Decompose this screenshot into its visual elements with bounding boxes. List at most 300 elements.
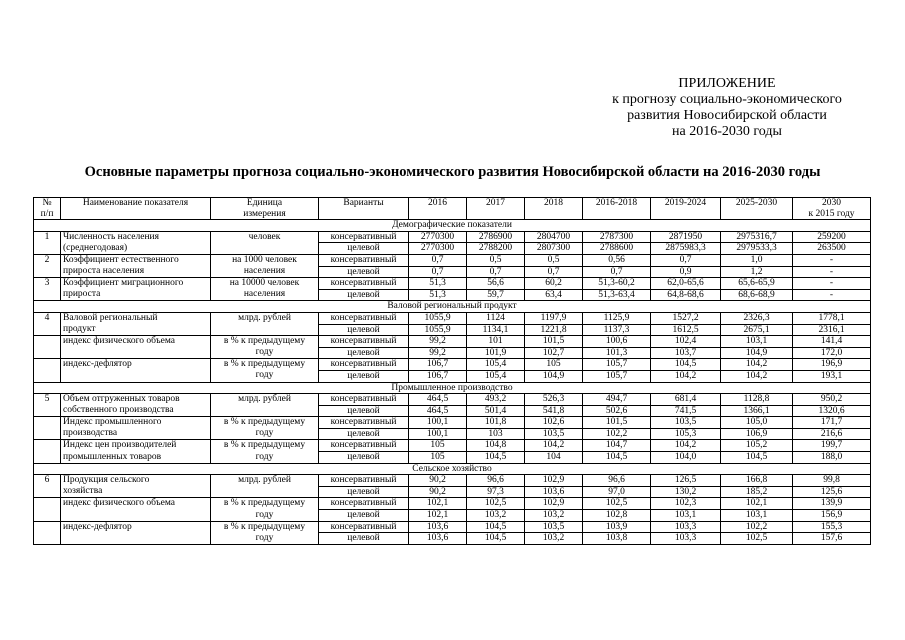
indicator-unit: населения <box>211 289 319 301</box>
value-cell: 103,7 <box>651 347 721 359</box>
value-cell: 104,5 <box>721 452 793 464</box>
variant-cell: целевой <box>319 324 409 336</box>
table-row <box>34 312 871 324</box>
value-cell: 103,6 <box>409 533 467 545</box>
value-cell: 104,0 <box>651 452 721 464</box>
indicator-unit <box>211 243 319 255</box>
value-cell: 0,7 <box>525 266 583 278</box>
appendix-line-1: ПРИЛОЖЕНИЕ <box>678 76 776 91</box>
variant-cell: консервативный <box>319 475 409 487</box>
value-cell: 188,0 <box>793 452 871 464</box>
value-cell: 102,2 <box>583 428 651 440</box>
value-cell: 104,2 <box>651 440 721 452</box>
value-cell: 51,3 <box>409 289 467 301</box>
value-cell: 102,3 <box>651 498 721 510</box>
value-cell: 102,1 <box>409 498 467 510</box>
value-cell: 1134,1 <box>467 324 525 336</box>
row-number: 5 <box>34 394 61 406</box>
variant-cell: консервативный <box>319 336 409 348</box>
value-cell: 101,5 <box>525 336 583 348</box>
appendix-line-4: на 2016-2030 годы <box>672 124 782 139</box>
value-cell: 104,2 <box>525 440 583 452</box>
value-cell: 2675,1 <box>721 324 793 336</box>
section-row <box>34 463 871 475</box>
value-cell: 104,7 <box>583 440 651 452</box>
value-cell: 493,2 <box>467 394 525 406</box>
row-number <box>34 289 61 301</box>
value-cell: 56,6 <box>467 278 525 290</box>
row-number <box>34 417 61 429</box>
value-cell: 139,9 <box>793 498 871 510</box>
row-number <box>34 510 61 522</box>
value-cell: 171,7 <box>793 417 871 429</box>
row-number <box>34 336 61 348</box>
value-cell: 102,1 <box>721 498 793 510</box>
value-cell: 0,9 <box>651 266 721 278</box>
value-cell: 104,5 <box>467 521 525 533</box>
value-cell: 193,1 <box>793 370 871 382</box>
row-number <box>34 521 61 533</box>
value-cell: 1320,6 <box>793 405 871 417</box>
row-number <box>34 266 61 278</box>
indicator-name: производства <box>61 428 211 440</box>
section-title: Валовой региональный продукт <box>34 301 871 313</box>
value-cell: 741,5 <box>651 405 721 417</box>
value-cell: 101,9 <box>467 347 525 359</box>
value-cell: 103,3 <box>651 521 721 533</box>
value-cell: 2804700 <box>525 231 583 243</box>
indicator-name: (среднегодовая) <box>61 243 211 255</box>
value-cell: 51,3-63,4 <box>583 289 651 301</box>
value-cell: 97,0 <box>583 486 651 498</box>
variant-cell: консервативный <box>319 312 409 324</box>
indicator-name <box>61 533 211 545</box>
value-cell: 103,3 <box>651 533 721 545</box>
row-number <box>34 428 61 440</box>
indicator-unit: в % к предыдущему <box>211 498 319 510</box>
value-cell: 1527,2 <box>651 312 721 324</box>
indicator-name <box>61 347 211 359</box>
value-cell: 102,2 <box>721 521 793 533</box>
table-row <box>34 254 871 266</box>
value-cell: 100,1 <box>409 417 467 429</box>
indicator-name <box>61 510 211 522</box>
value-cell: 104,9 <box>721 347 793 359</box>
table-row <box>34 510 871 522</box>
value-cell: 104,5 <box>467 533 525 545</box>
value-cell: 185,2 <box>721 486 793 498</box>
value-cell: 59,7 <box>467 289 525 301</box>
value-cell: 103,5 <box>525 428 583 440</box>
value-cell: 103,6 <box>525 486 583 498</box>
section-title: Промышленное производство <box>34 382 871 394</box>
row-number: 2 <box>34 254 61 266</box>
indicator-name: Объем отгруженных товаров <box>61 394 211 406</box>
row-number <box>34 533 61 545</box>
variant-cell: консервативный <box>319 521 409 533</box>
table-row <box>34 359 871 371</box>
variant-cell: целевой <box>319 428 409 440</box>
section-row <box>34 301 871 313</box>
value-cell: 125,6 <box>793 486 871 498</box>
row-number <box>34 324 61 336</box>
value-cell: 96,6 <box>583 475 651 487</box>
value-cell: 104 <box>525 452 583 464</box>
variant-cell: консервативный <box>319 278 409 290</box>
section-title: Демографические показатели <box>34 220 871 232</box>
row-number <box>34 440 61 452</box>
variant-cell: целевой <box>319 533 409 545</box>
value-cell: 464,5 <box>409 405 467 417</box>
value-cell: 97,3 <box>467 486 525 498</box>
header-year: 2017 <box>467 198 525 220</box>
indicator-name: Валовой региональный <box>61 312 211 324</box>
value-cell: 104,2 <box>651 370 721 382</box>
row-number <box>34 243 61 255</box>
value-cell: 0,56 <box>583 254 651 266</box>
indicator-unit: населения <box>211 266 319 278</box>
value-cell: 106,7 <box>409 370 467 382</box>
value-cell: 99,2 <box>409 336 467 348</box>
indicator-name: Коэффициент естественного <box>61 254 211 266</box>
table-row <box>34 336 871 348</box>
variant-cell: целевой <box>319 370 409 382</box>
value-cell: 64,8-68,6 <box>651 289 721 301</box>
value-cell: 2979533,3 <box>721 243 793 255</box>
header-name: Наименование показателя <box>61 198 211 220</box>
table-header <box>34 198 871 220</box>
value-cell: 103,2 <box>525 510 583 522</box>
value-cell: 102,9 <box>525 475 583 487</box>
variant-cell: консервативный <box>319 417 409 429</box>
value-cell: 166,8 <box>721 475 793 487</box>
indicator-unit: в % к предыдущему <box>211 359 319 371</box>
value-cell: 2786900 <box>467 231 525 243</box>
value-cell: 2316,1 <box>793 324 871 336</box>
value-cell: 0,5 <box>525 254 583 266</box>
value-cell: 2788600 <box>583 243 651 255</box>
indicator-unit: в % к предыдущему <box>211 336 319 348</box>
value-cell: - <box>793 278 871 290</box>
variant-cell: консервативный <box>319 498 409 510</box>
indicator-unit <box>211 486 319 498</box>
indicator-name: Индекс промышленного <box>61 417 211 429</box>
table-row <box>34 394 871 406</box>
indicator-unit <box>211 324 319 336</box>
value-cell: 2788200 <box>467 243 525 255</box>
table-row <box>34 417 871 429</box>
table-row <box>34 521 871 533</box>
appendix-header <box>597 76 857 140</box>
header-last: 2030 к 2015 году <box>793 198 871 220</box>
indicator-unit <box>211 405 319 417</box>
appendix-line-3: развития Новосибирской области <box>627 108 827 123</box>
indicator-unit: году <box>211 370 319 382</box>
indicator-name: индекс физического объема <box>61 336 211 348</box>
value-cell: 0,7 <box>409 266 467 278</box>
value-cell: 0,7 <box>583 266 651 278</box>
value-cell: 141,4 <box>793 336 871 348</box>
indicator-name <box>61 370 211 382</box>
value-cell: 62,0-65,6 <box>651 278 721 290</box>
value-cell: 105,3 <box>651 428 721 440</box>
value-cell: 105,2 <box>721 440 793 452</box>
indicator-unit: млрд. рублей <box>211 394 319 406</box>
header-year: 2016-2018 <box>583 198 651 220</box>
indicator-unit: году <box>211 428 319 440</box>
indicator-unit: млрд. рублей <box>211 475 319 487</box>
row-number: 4 <box>34 312 61 324</box>
indicator-name: прироста населения <box>61 266 211 278</box>
variant-cell: консервативный <box>319 254 409 266</box>
header-row <box>34 198 871 220</box>
value-cell: 1055,9 <box>409 312 467 324</box>
value-cell: 102,5 <box>721 533 793 545</box>
section-title: Сельское хозяйство <box>34 463 871 475</box>
indicator-name: Коэффициент миграционного <box>61 278 211 290</box>
value-cell: 196,9 <box>793 359 871 371</box>
value-cell: 102,4 <box>651 336 721 348</box>
header-year: 2019-2024 <box>651 198 721 220</box>
variant-cell: консервативный <box>319 440 409 452</box>
value-cell: 51,3 <box>409 278 467 290</box>
value-cell: 102,7 <box>525 347 583 359</box>
value-cell: 501,4 <box>467 405 525 417</box>
value-cell: - <box>793 289 871 301</box>
variant-cell: консервативный <box>319 394 409 406</box>
table-row <box>34 428 871 440</box>
indicator-name: Индекс цен производителей <box>61 440 211 452</box>
appendix-line-2: к прогнозу социально-экономического <box>612 92 842 107</box>
document-title: Основные параметры прогноза социально-экономического развития Новосибирской области на 2016-2030 годы <box>84 164 821 180</box>
value-cell: 102,8 <box>583 510 651 522</box>
table-row <box>34 440 871 452</box>
row-number <box>34 498 61 510</box>
value-cell: 104,2 <box>721 359 793 371</box>
indicator-unit: человек <box>211 231 319 243</box>
value-cell: 104,2 <box>721 370 793 382</box>
table-row <box>34 347 871 359</box>
row-number <box>34 370 61 382</box>
indicator-name: Численность населения <box>61 231 211 243</box>
section-row <box>34 382 871 394</box>
value-cell: 63,4 <box>525 289 583 301</box>
value-cell: 103,2 <box>525 533 583 545</box>
value-cell: 103,5 <box>525 521 583 533</box>
table-row <box>34 324 871 336</box>
value-cell: 502,6 <box>583 405 651 417</box>
value-cell: 155,3 <box>793 521 871 533</box>
value-cell: 102,6 <box>525 417 583 429</box>
value-cell: 0,7 <box>651 254 721 266</box>
value-cell: 1778,1 <box>793 312 871 324</box>
value-cell: 104,5 <box>583 452 651 464</box>
value-cell: 103,9 <box>583 521 651 533</box>
value-cell: 103,6 <box>409 521 467 533</box>
value-cell: 263500 <box>793 243 871 255</box>
header-num: № п/п <box>34 198 61 220</box>
indicator-unit: в % к предыдущему <box>211 440 319 452</box>
value-cell: 1221,8 <box>525 324 583 336</box>
value-cell: 259200 <box>793 231 871 243</box>
value-cell: - <box>793 254 871 266</box>
value-cell: 105,7 <box>583 370 651 382</box>
value-cell: 101 <box>467 336 525 348</box>
table-row <box>34 405 871 417</box>
section-row <box>34 220 871 232</box>
value-cell: 172,0 <box>793 347 871 359</box>
table-row <box>34 243 871 255</box>
value-cell: 1137,3 <box>583 324 651 336</box>
value-cell: 100,6 <box>583 336 651 348</box>
value-cell: 102,5 <box>467 498 525 510</box>
value-cell: 950,2 <box>793 394 871 406</box>
table-row <box>34 231 871 243</box>
row-number <box>34 452 61 464</box>
value-cell: 102,5 <box>583 498 651 510</box>
row-number <box>34 347 61 359</box>
value-cell: 105 <box>525 359 583 371</box>
forecast-table <box>33 197 871 545</box>
row-number <box>34 359 61 371</box>
value-cell: 60,2 <box>525 278 583 290</box>
table-row <box>34 289 871 301</box>
value-cell: 90,2 <box>409 486 467 498</box>
value-cell: 103,5 <box>651 417 721 429</box>
indicator-name: продукт <box>61 324 211 336</box>
value-cell: 65,6-65,9 <box>721 278 793 290</box>
variant-cell: целевой <box>319 405 409 417</box>
table-row <box>34 498 871 510</box>
row-number: 6 <box>34 475 61 487</box>
value-cell: 101,3 <box>583 347 651 359</box>
variant-cell: консервативный <box>319 359 409 371</box>
table-row <box>34 370 871 382</box>
header-variant: Варианты <box>319 198 409 220</box>
value-cell: 106,9 <box>721 428 793 440</box>
table-row <box>34 278 871 290</box>
value-cell: 1,0 <box>721 254 793 266</box>
indicator-unit: в % к предыдущему <box>211 521 319 533</box>
value-cell: 104,5 <box>467 452 525 464</box>
value-cell: 51,3-60,2 <box>583 278 651 290</box>
table-row <box>34 266 871 278</box>
variant-cell: консервативный <box>319 231 409 243</box>
value-cell: 1,2 <box>721 266 793 278</box>
value-cell: 2770300 <box>409 243 467 255</box>
value-cell: 104,9 <box>525 370 583 382</box>
variant-cell: целевой <box>319 486 409 498</box>
header-year: 2018 <box>525 198 583 220</box>
value-cell: 541,8 <box>525 405 583 417</box>
value-cell: 126,5 <box>651 475 721 487</box>
indicator-name: прироста <box>61 289 211 301</box>
table-row <box>34 533 871 545</box>
value-cell: 105,0 <box>721 417 793 429</box>
indicator-name: индекс-дефлятор <box>61 359 211 371</box>
value-cell: 2975316,7 <box>721 231 793 243</box>
value-cell: 2807300 <box>525 243 583 255</box>
value-cell: 156,9 <box>793 510 871 522</box>
value-cell: 2326,3 <box>721 312 793 324</box>
variant-cell: целевой <box>319 266 409 278</box>
value-cell: 99,8 <box>793 475 871 487</box>
indicator-name: индекс физического объема <box>61 498 211 510</box>
variant-cell: целевой <box>319 510 409 522</box>
table-row <box>34 452 871 464</box>
value-cell: 0,5 <box>467 254 525 266</box>
value-cell: 101,5 <box>583 417 651 429</box>
value-cell: 199,7 <box>793 440 871 452</box>
value-cell: 100,1 <box>409 428 467 440</box>
indicator-unit: на 1000 человек <box>211 254 319 266</box>
value-cell: 103 <box>467 428 525 440</box>
value-cell: 105 <box>409 440 467 452</box>
header-unit: Единица измерения <box>211 198 319 220</box>
value-cell: 96,6 <box>467 475 525 487</box>
value-cell: 464,5 <box>409 394 467 406</box>
value-cell: 103,2 <box>467 510 525 522</box>
indicator-unit: году <box>211 510 319 522</box>
value-cell: 90,2 <box>409 475 467 487</box>
value-cell: 1055,9 <box>409 324 467 336</box>
value-cell: 216,6 <box>793 428 871 440</box>
indicator-name: промышленных товаров <box>61 452 211 464</box>
value-cell: 2871950 <box>651 231 721 243</box>
value-cell: 1197,9 <box>525 312 583 324</box>
indicator-unit: году <box>211 533 319 545</box>
value-cell: 103,1 <box>721 336 793 348</box>
indicator-unit: году <box>211 347 319 359</box>
variant-cell: целевой <box>319 452 409 464</box>
table-row <box>34 475 871 487</box>
value-cell: 103,8 <box>583 533 651 545</box>
variant-cell: целевой <box>319 243 409 255</box>
value-cell: 1125,9 <box>583 312 651 324</box>
value-cell: 102,9 <box>525 498 583 510</box>
row-number <box>34 405 61 417</box>
value-cell: 106,7 <box>409 359 467 371</box>
value-cell: 2787300 <box>583 231 651 243</box>
indicator-unit: на 10000 человек <box>211 278 319 290</box>
value-cell: - <box>793 266 871 278</box>
value-cell: 0,7 <box>409 254 467 266</box>
value-cell: 1612,5 <box>651 324 721 336</box>
value-cell: 681,4 <box>651 394 721 406</box>
value-cell: 130,2 <box>651 486 721 498</box>
variant-cell: целевой <box>319 289 409 301</box>
value-cell: 105,4 <box>467 370 525 382</box>
row-number: 1 <box>34 231 61 243</box>
value-cell: 1124 <box>467 312 525 324</box>
variant-cell: целевой <box>319 347 409 359</box>
indicator-name: хозяйства <box>61 486 211 498</box>
value-cell: 1366,1 <box>721 405 793 417</box>
table-body <box>34 220 871 545</box>
value-cell: 105,7 <box>583 359 651 371</box>
row-number: 3 <box>34 278 61 290</box>
value-cell: 104,8 <box>467 440 525 452</box>
value-cell: 68,6-68,9 <box>721 289 793 301</box>
value-cell: 103,1 <box>651 510 721 522</box>
value-cell: 102,1 <box>409 510 467 522</box>
value-cell: 104,5 <box>651 359 721 371</box>
header-year: 2025-2030 <box>721 198 793 220</box>
value-cell: 494,7 <box>583 394 651 406</box>
value-cell: 2875983,3 <box>651 243 721 255</box>
indicator-name: Продукция сельского <box>61 475 211 487</box>
header-year: 2016 <box>409 198 467 220</box>
